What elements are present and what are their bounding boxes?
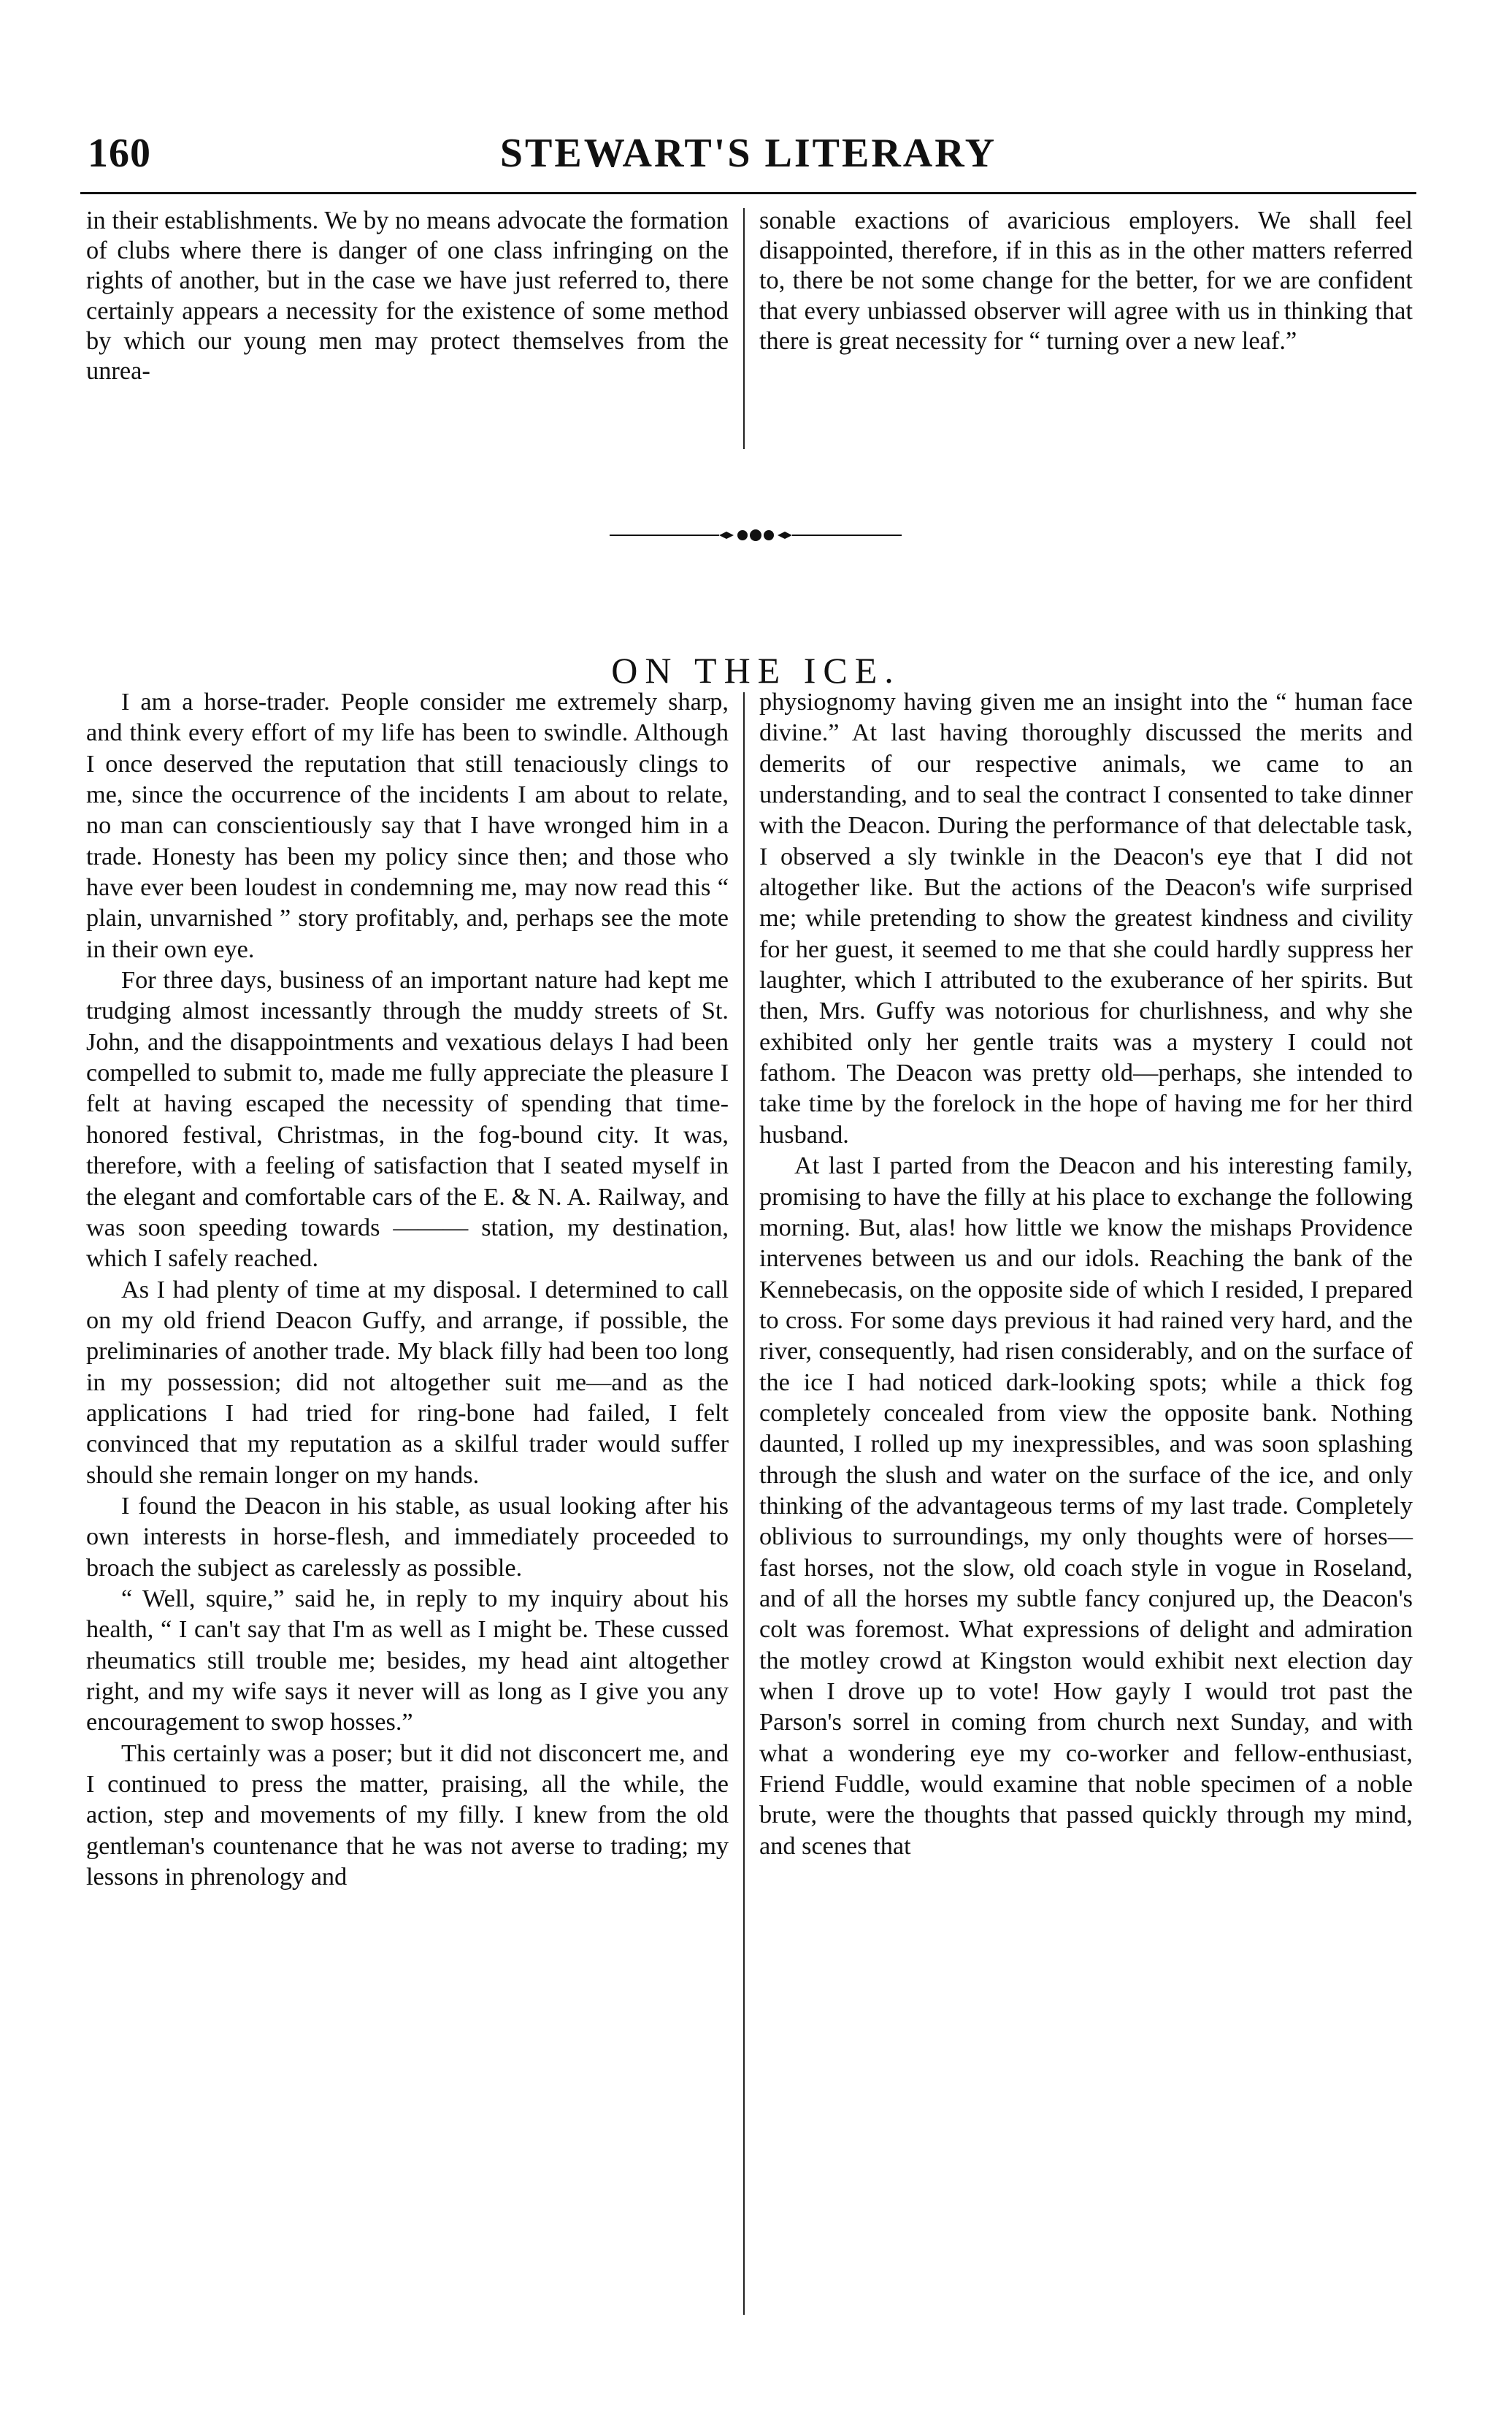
- story-paragraph: This certainly was a poser; but it did not disconcert me, and I continued to press the matter, praising, all the while, the action, step and movements of my filly. I knew from the old gentleman's countenance that he was not averse to trading; my lessons in phrenology and: [86, 1739, 729, 1891]
- story-paragraph: As I had plenty of time at my disposal. I determined to call on my old friend Deacon Guffy, and arrange, if possible, the preliminaries of another trade. My black filly had been too long in my possession; did not altogether suit me—and as the applications I had tried for ring-bone had failed, I felt convinced that my reputation as a skilful trader would suffer should she remain longer on my hands.: [86, 1275, 729, 1489]
- continued-article-right-text: sonable exactions of avaricious employers. We shall feel disappointed, therefore, if in this as in the other matters referred to, there be not some change for the better, for we are confident that every unbiassed observer will agree with us in thinking that there is great necessity for “ turning over a new leaf.”: [759, 207, 1413, 355]
- page-header: [80, 124, 1416, 190]
- continued-article-left-text: in their establishments. We by no means advocate the formation of clubs where there is danger of one class infringing on the rights of another, but in the case we have just referred to, there certainly appears a necessity for the existence of some method by which our young men may protect themselves from the unrea-: [86, 207, 729, 386]
- running-title: STEWART'S LITERARY: [499, 131, 997, 176]
- column-divider-main: [743, 692, 745, 2315]
- story-paragraph: At last I parted from the Deacon and his interesting family, promising to have the filly at his place to exchange the following morning. But, alas! how little we know the mishaps Providence intervenes between us and our idols. Reaching the bank of the Kennebecasis, on the opposite side of which I resided, I prepared to cross. For some days previous it had rained very hard, and the river, consequently, had risen considerably, and on the surface of the ice I had noticed dark-looking spots; while a thick fog completely concealed from view the opposite bank. Nothing daunted, I rolled up my inexpressibles, and was soon splashing through the slush and water on the surface of the ice, and only thinking of the advantageous terms of my last trade. Completely oblivious to surroundings, my only thoughts were of horses—fast horses, not the slow, old coach style in vogue in Roseland, and of all the horses my subtle fancy conjured up, the Deacon's colt was foremost. What expressions of delight and admiration the motley crowd at Kingston would exhibit next election day when I drove up to vote! How gayly I would trot past the Parson's sorrel in coming from church next Sunday, and with what a wondering eye my co-worker and fellow-enthusiast, Friend Fuddle, would examine that noble specimen of a noble brute, were the thoughts that passed quickly through my mind, and scenes that: [759, 1152, 1413, 1860]
- continued-article-left-column: [86, 206, 729, 386]
- header-rule: [80, 192, 1416, 194]
- story-left-column: [86, 686, 729, 1892]
- decorative-rule-ornament-icon: [610, 524, 902, 546]
- column-divider-top: [743, 208, 745, 449]
- story-paragraph: physiognomy having given me an insight into the “ human face divine.” At last having thoroughly discussed the merits and demerits of our respective animals, we came to an understanding, and to seal the contract I consented to take dinner with the Deacon. During the performance of that delectable task, I observed a sly twinkle in the Deacon's eye that I did not altogether like. But the actions of the Deacon's wife surprised me; while pretending to show the greatest kindness and civility for her guest, it seemed to me that she could hardly suppress her laughter, which I attributed to the exuberance of her spirits. But then, Mrs. Guffy was notorious for churlishness, and why she exhibited only her gentle traits was a mystery I could not fathom. The Deacon was pretty old—perhaps, she intended to take time by the forelock in the hope of having me for her third husband.: [759, 688, 1413, 1149]
- story-title: ON THE ICE.: [611, 649, 901, 691]
- story-paragraph: For three days, business of an important nature had kept me trudging almost incessantly through the muddy streets of St. John, and the disappointments and vexatious delays I had been compelled to submit to, made me fully appreciate the pleasure I felt at having escaped the necessity of spending that time-honored festival, Christmas, in the fog-bound city. It was, therefore, with a feeling of satisfaction that I seated myself in the elegant and comfortable cars of the E. & N. A. Railway, and was soon speeding towards ——— station, my destination, which I safely reached.: [86, 966, 729, 1273]
- page-number: 160: [88, 131, 151, 176]
- story-paragraph: I am a horse-trader. People consider me extremely sharp, and think every effort of my life has been to swindle. Although I once deserved the reputation that still tenaciously clings to me, since the occurrence of the incidents I am about to relate, no man can conscientiously say that I have wronged him in a trade. Honesty has been my policy since then; and those who have ever been loudest in condemning me, may now read this “ plain, unvarnished ” story profitably, and, perhaps see the mote in their own eye.: [86, 688, 729, 963]
- continued-article-right-column: [759, 206, 1413, 356]
- story-right-column: [759, 686, 1413, 1861]
- story-paragraph: “ Well, squire,” said he, in reply to my inquiry about his health, “ I can't say that I'm as well as I might be. These cussed rheumatics still trouble me; besides, my head aint altogether right, and my wife says it never will as long as I give you any encouragement to swop hosses.”: [86, 1584, 729, 1736]
- story-paragraph: I found the Deacon in his stable, as usual looking after his own interests in horse-flesh, and immediately proceeded to broach the subject as carelessly as possible.: [86, 1491, 729, 1582]
